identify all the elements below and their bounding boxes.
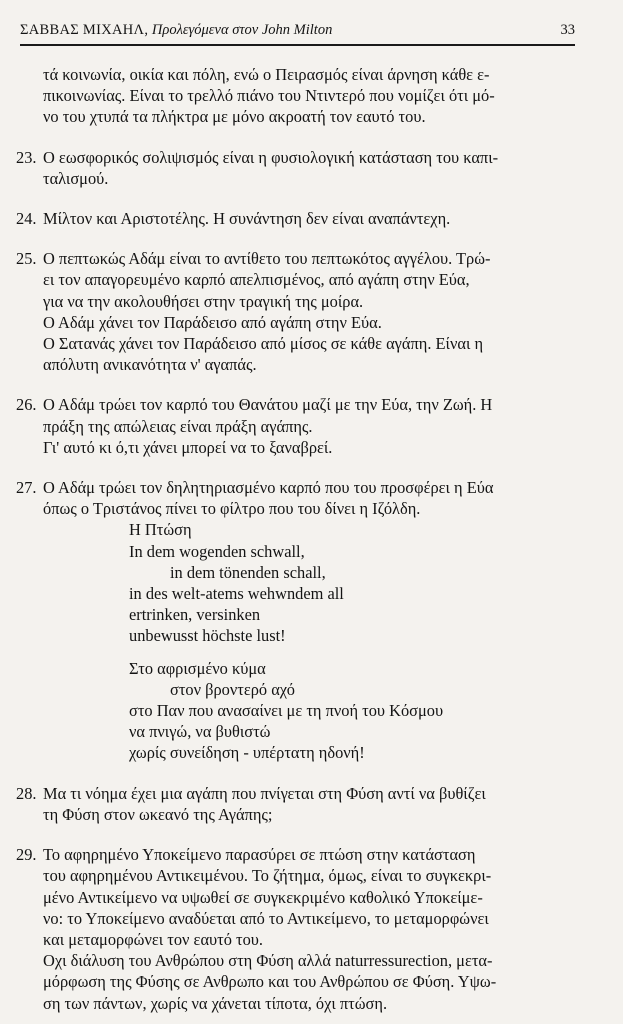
item-28 — [16, 783, 569, 825]
item-26 — [16, 394, 569, 458]
text-line: τά κοινωνία, οικία και πόλη, ενώ ο Πειρασμός είναι άρνηση κάθε ε- — [43, 65, 490, 84]
text-line: Ο εωσφορικός σολιψισμός είναι η φυσιολογική κατάσταση του καπι- — [43, 147, 499, 167]
text-line: νο: το Υποκείμενο αναδύεται από το Αντικείμενο, το μεταμορφώνει — [43, 908, 489, 928]
poem-line: in des welt-atems wehwndem all — [129, 584, 344, 604]
text-line: Γι' αυτό κι ό,τι χάνει μπορεί να το ξαναβρεί. — [43, 437, 333, 457]
poem-line: να πνιγώ, να βυθιστώ — [129, 722, 271, 742]
text-line: και μεταμορφώνει τον εαυτό του. — [43, 929, 264, 949]
text-line: απόλυτη ανικανότητα ν' αγαπάς. — [43, 355, 257, 375]
item-27 — [16, 477, 569, 764]
text-line: του αφηρημένου Αντικειμένου. Το ζήτημα, όμως, είναι το συγκεκρι- — [43, 866, 492, 886]
header-book-title: Προλεγόμενα στον John Milton — [151, 22, 333, 38]
poem-line: unbewusst höchste lust! — [129, 626, 286, 646]
item-29 — [16, 844, 569, 1014]
text-line: μένο Αντικείμενο να υψωθεί σε συγκεκριμένο καθολικό Υποκείμε- — [43, 887, 483, 907]
item-24 — [16, 208, 569, 229]
poem-greek — [43, 658, 569, 764]
poem-line: στο Παν που ανασαίνει με τη πνοή του Κόσμου — [129, 701, 444, 721]
item-number: 24. — [16, 209, 37, 229]
text-line: για να την ακολουθήσει στην τραγική της μοίρα. — [43, 291, 364, 311]
text-line: μόρφωση της Φύσης σε Ανθρωπο και του Ανθρώπου σε Φύση. Υψω- — [43, 972, 497, 992]
text-line: ταλισμού. — [43, 168, 109, 188]
item-number: 29. — [16, 845, 37, 865]
poem-line: in dem tönenden schall, — [170, 562, 326, 582]
item-number: 25. — [16, 249, 37, 269]
item-number: 26. — [16, 395, 37, 415]
text-line: πράξη της απώλειας είναι πράξη αγάπης. — [43, 416, 313, 436]
poem-line: στον βροντερό αχό — [170, 679, 295, 699]
running-header — [20, 20, 575, 46]
item-25 — [16, 248, 569, 375]
poem-line: Στο αφρισμένο κύμα — [129, 658, 266, 678]
poem-german — [43, 519, 569, 646]
text-line: τη Φύση στον ωκεανό της Αγάπης; — [43, 804, 273, 824]
text-line: ση των πάντων, χωρίς να χάνεται τίποτα, όχι πτώση. — [43, 993, 388, 1013]
text-line: Ο Αδάμ τρώει τον δηλητηριασμένο καρπό που του προσφέρει η Εύα — [43, 478, 494, 498]
header-author: ΣΑΒΒΑΣ ΜΙΧΑΗΛ, — [20, 22, 149, 38]
text-line: Οχι διάλυση του Ανθρώπου στη Φύση αλλά naturressurection, μετα- — [43, 951, 493, 971]
poem-line: In dem wogenden schwall, — [129, 541, 305, 561]
item-number: 27. — [16, 478, 37, 498]
poem-line: χωρίς συνείδηση - υπέρτατη ηδονή! — [129, 743, 365, 763]
item-number: 23. — [16, 147, 37, 167]
continued-paragraph — [43, 64, 569, 128]
text-line: όπως ο Τριστάνος πίνει το φίλτρο που του δίνει η Ιζόλδη. — [43, 499, 421, 519]
text-line: Ο Αδάμ χάνει τον Παράδεισο από αγάπη στην Εύα. — [43, 312, 382, 332]
text-line: Μα τι νόημα έχει μια αγάπη που πνίγεται στη Φύση αντί να βυθίζει — [43, 783, 486, 803]
poem-heading: Η Πτώση — [129, 520, 192, 540]
page-body — [16, 64, 569, 1014]
text-line: Ο Αδάμ τρώει τον καρπό του Θανάτου μαζί με την Εύα, την Ζωή. Η — [43, 395, 493, 415]
text-line: ει τον απαγορευμένο καρπό απελπισμένος, από αγάπη στην Εύα, — [43, 270, 470, 290]
poem-line: ertrinken, versinken — [129, 605, 261, 625]
text-line: Το αφηρημένο Υποκείμενο παρασύρει σε πτώση στην κατάσταση — [43, 845, 476, 865]
header-left — [20, 22, 332, 39]
page-number: 33 — [560, 22, 575, 38]
text-line: πικοινωνίας. Είναι το τρελλό πιάνο του Ντιντερό που νομίζει ότι μό- — [43, 86, 495, 106]
text-line: Ο Σατανάς χάνει τον Παράδεισο από μίσος σε κάθε αγάπη. Είναι η — [43, 334, 484, 354]
item-23 — [16, 147, 569, 189]
text-line: νο του χτυπά τα πλήκτρα με μόνο ακροατή τον εαυτό του. — [43, 107, 426, 127]
text-line: Μίλτον και Αριστοτέλης. Η συνάντηση δεν είναι αναπάντεχη. — [43, 209, 451, 229]
text-line: Ο πεπτωκώς Αδάμ είναι το αντίθετο του πεπτωκότος αγγέλου. Τρώ- — [43, 249, 491, 269]
item-number: 28. — [16, 783, 37, 803]
